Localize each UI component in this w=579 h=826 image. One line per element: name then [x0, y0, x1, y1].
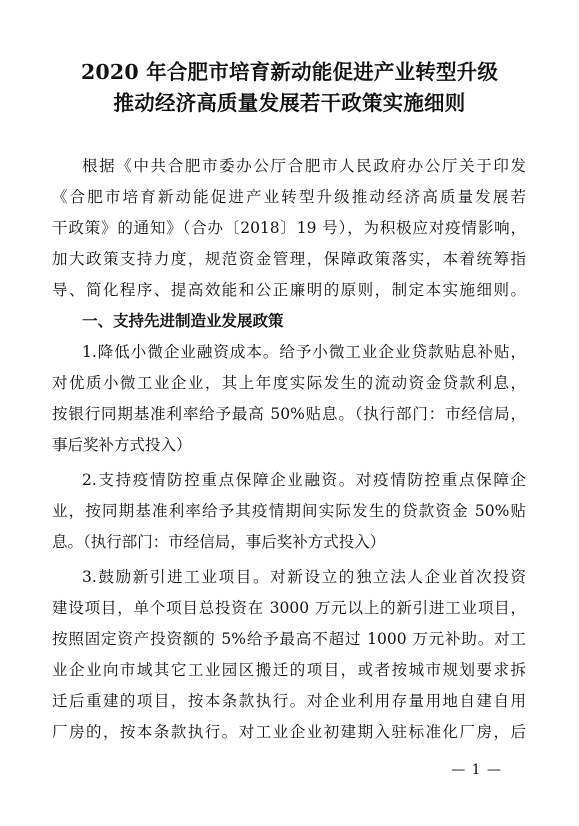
item1-line-3: 按银行同期基准利率给予最高 50%贴息。（执行部门：市经信局， [52, 405, 526, 423]
item2-line-2: 业，按同期基准利率给予其疫情期间实际发生的贷款资金 50%贴 [52, 502, 526, 520]
page-number: — 1 — [451, 762, 502, 778]
item3-line-3: 按照固定资产投资额的 5%给予最高不超过 1000 万元补助。对工 [52, 630, 526, 648]
intro-line-1: 根据《中共合肥市委办公厅合肥市人民政府办公厅关于印发 [82, 157, 526, 175]
item1-line-2: 对优质小微工业企业，其上年度实际发生的流动资金贷款利息， [52, 374, 526, 392]
item3-line-4: 业企业向市域其它工业园区搬迁的项目，或者按城市规划要求拆 [52, 661, 526, 679]
item1-line-1: 1.降低小微企业融资成本。给予小微工业企业贷款贴息补贴， [82, 343, 526, 361]
item3-line-1: 3.鼓励新引进工业项目。对新设立的独立法人企业首次投资 [82, 568, 526, 586]
intro-line-2: 《合肥市培育新动能促进产业转型升级推动经济高质量发展若 [52, 188, 526, 206]
intro-line-4: 加大政策支持力度，规范资金管理，保障政策落实，本着统筹指 [52, 250, 526, 268]
item3-line-6: 厂房的，按本条款执行。对工业企业初建期入驻标准化厂房，后 [52, 723, 526, 741]
item3-line-5: 迁后重建的项目，按本条款执行。对企业利用存量用地自建自用 [52, 692, 526, 710]
document-title-line-2: 推动经济高质量发展若干政策实施细则 [113, 91, 466, 115]
item2-line-3: 息。（执行部门：市经信局，事后奖补方式投入） [52, 533, 386, 551]
item1-line-4: 事后奖补方式投入） [52, 436, 192, 454]
intro-line-3: 干政策》的通知》（合办〔2018〕19 号），为积极应对疫情影响， [52, 219, 526, 237]
document-title-line-1: 2020 年合肥市培育新动能促进产业转型升级 [80, 60, 499, 84]
item3-line-2: 建设项目，单个项目总投资在 3000 万元以上的新引进工业项目， [52, 599, 526, 617]
section-heading: 一、支持先进制造业发展政策 [82, 311, 284, 330]
item2-line-1: 2.支持疫情防控重点保障企业融资。对疫情防控重点保障企 [82, 471, 526, 489]
intro-line-5: 导、简化程序、提高效能和公正廉明的原则，制定本实施细则。 [52, 281, 526, 299]
